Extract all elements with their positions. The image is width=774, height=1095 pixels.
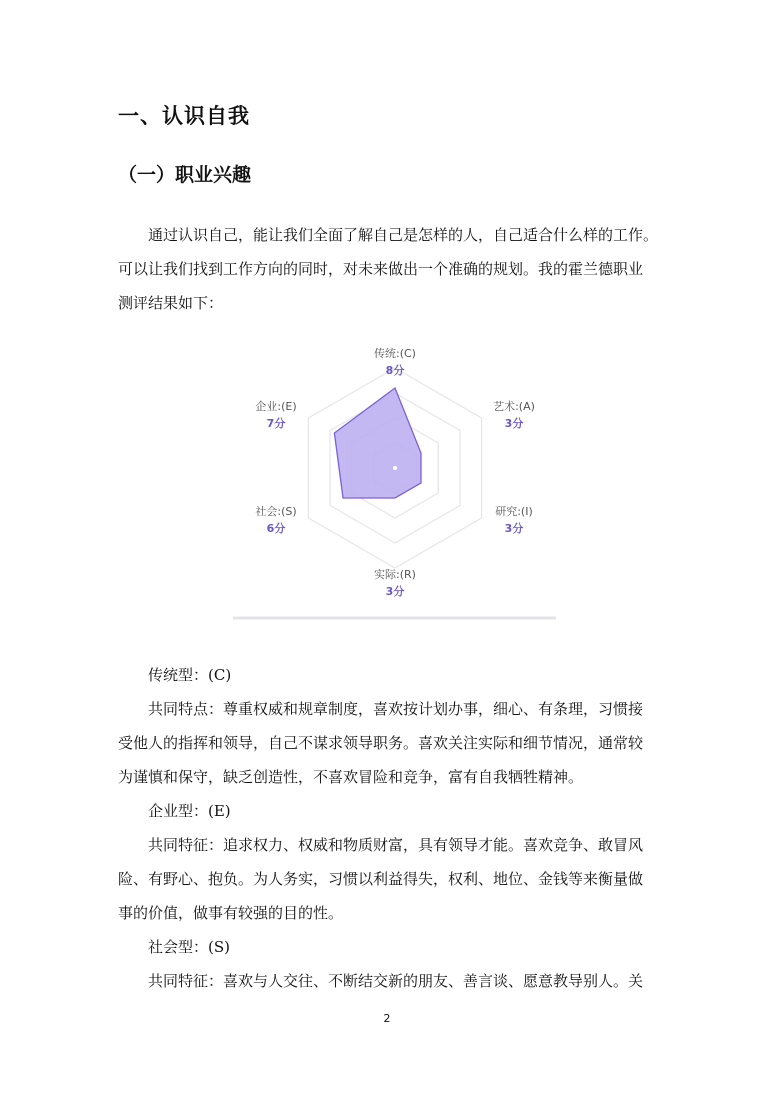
type-c-line-1: 共同特点：尊重权威和规章制度，喜欢按计划办事，细心、有条理，习惯接 <box>148 700 644 718</box>
radar-score-label: 3分 <box>504 522 524 535</box>
type-c-line-3: 为谨慎和保守，缺乏创造性，不喜欢冒险和竞争，富有自我牺牲精神。 <box>118 768 584 786</box>
type-e-line-3: 事的价值，做事有较强的目的性。 <box>118 904 344 922</box>
radar-svg <box>228 335 558 625</box>
holland-radar-chart <box>228 335 558 625</box>
radar-axis-label: 传统:(C) <box>374 347 416 360</box>
intro-line-3: 测评结果如下： <box>118 294 224 312</box>
radar-axis-label: 社会:(S) <box>255 505 297 518</box>
radar-axis-label: 研究:(I) <box>495 505 533 518</box>
section-heading: （一）职业兴趣 <box>118 164 252 186</box>
radar-center-dot <box>393 466 397 470</box>
type-e-line-1: 共同特征：追求权力、权威和物质财富，具有领导才能。喜欢竞争、敢冒风 <box>148 836 644 854</box>
type-s-line-1: 共同特征：喜欢与人交往、不断结交新的朋友、善言谈、愿意教导别人。关 <box>148 972 644 990</box>
page-heading: 一、认识自我 <box>118 104 250 128</box>
radar-score-label: 3分 <box>504 417 524 430</box>
radar-score-label: 6分 <box>266 522 286 535</box>
type-e-title: 企业型：(E) <box>148 802 231 820</box>
type-c-line-2: 受他人的指挥和领导，自己不谋求领导职务。喜欢关注实际和细节情况，通常较 <box>118 734 644 752</box>
page-number: 2 <box>383 1012 391 1025</box>
intro-line-2: 可以让我们找到工作方向的同时，对未来做出一个准确的规划。我的霍兰德职业 <box>118 260 644 278</box>
type-c-title: 传统型：(C) <box>148 666 232 684</box>
radar-axis-label: 企业:(E) <box>255 400 297 413</box>
intro-line-1: 通过认识自己，能让我们全面了解自己是怎样的人，自己适合什么样的工作。 <box>148 226 659 244</box>
radar-data-polygon <box>334 388 421 498</box>
type-s-title: 社会型：(S) <box>148 938 230 956</box>
radar-axis-label: 艺术:(A) <box>493 400 535 413</box>
radar-score-label: 7分 <box>266 417 286 430</box>
radar-axis-label: 实际:(R) <box>374 568 416 581</box>
radar-score-label: 3分 <box>385 585 405 598</box>
type-e-line-2: 险、有野心、抱负。为人务实，习惯以利益得失，权利、地位、金钱等来衡量做 <box>118 870 644 888</box>
radar-score-label: 8分 <box>385 364 405 377</box>
